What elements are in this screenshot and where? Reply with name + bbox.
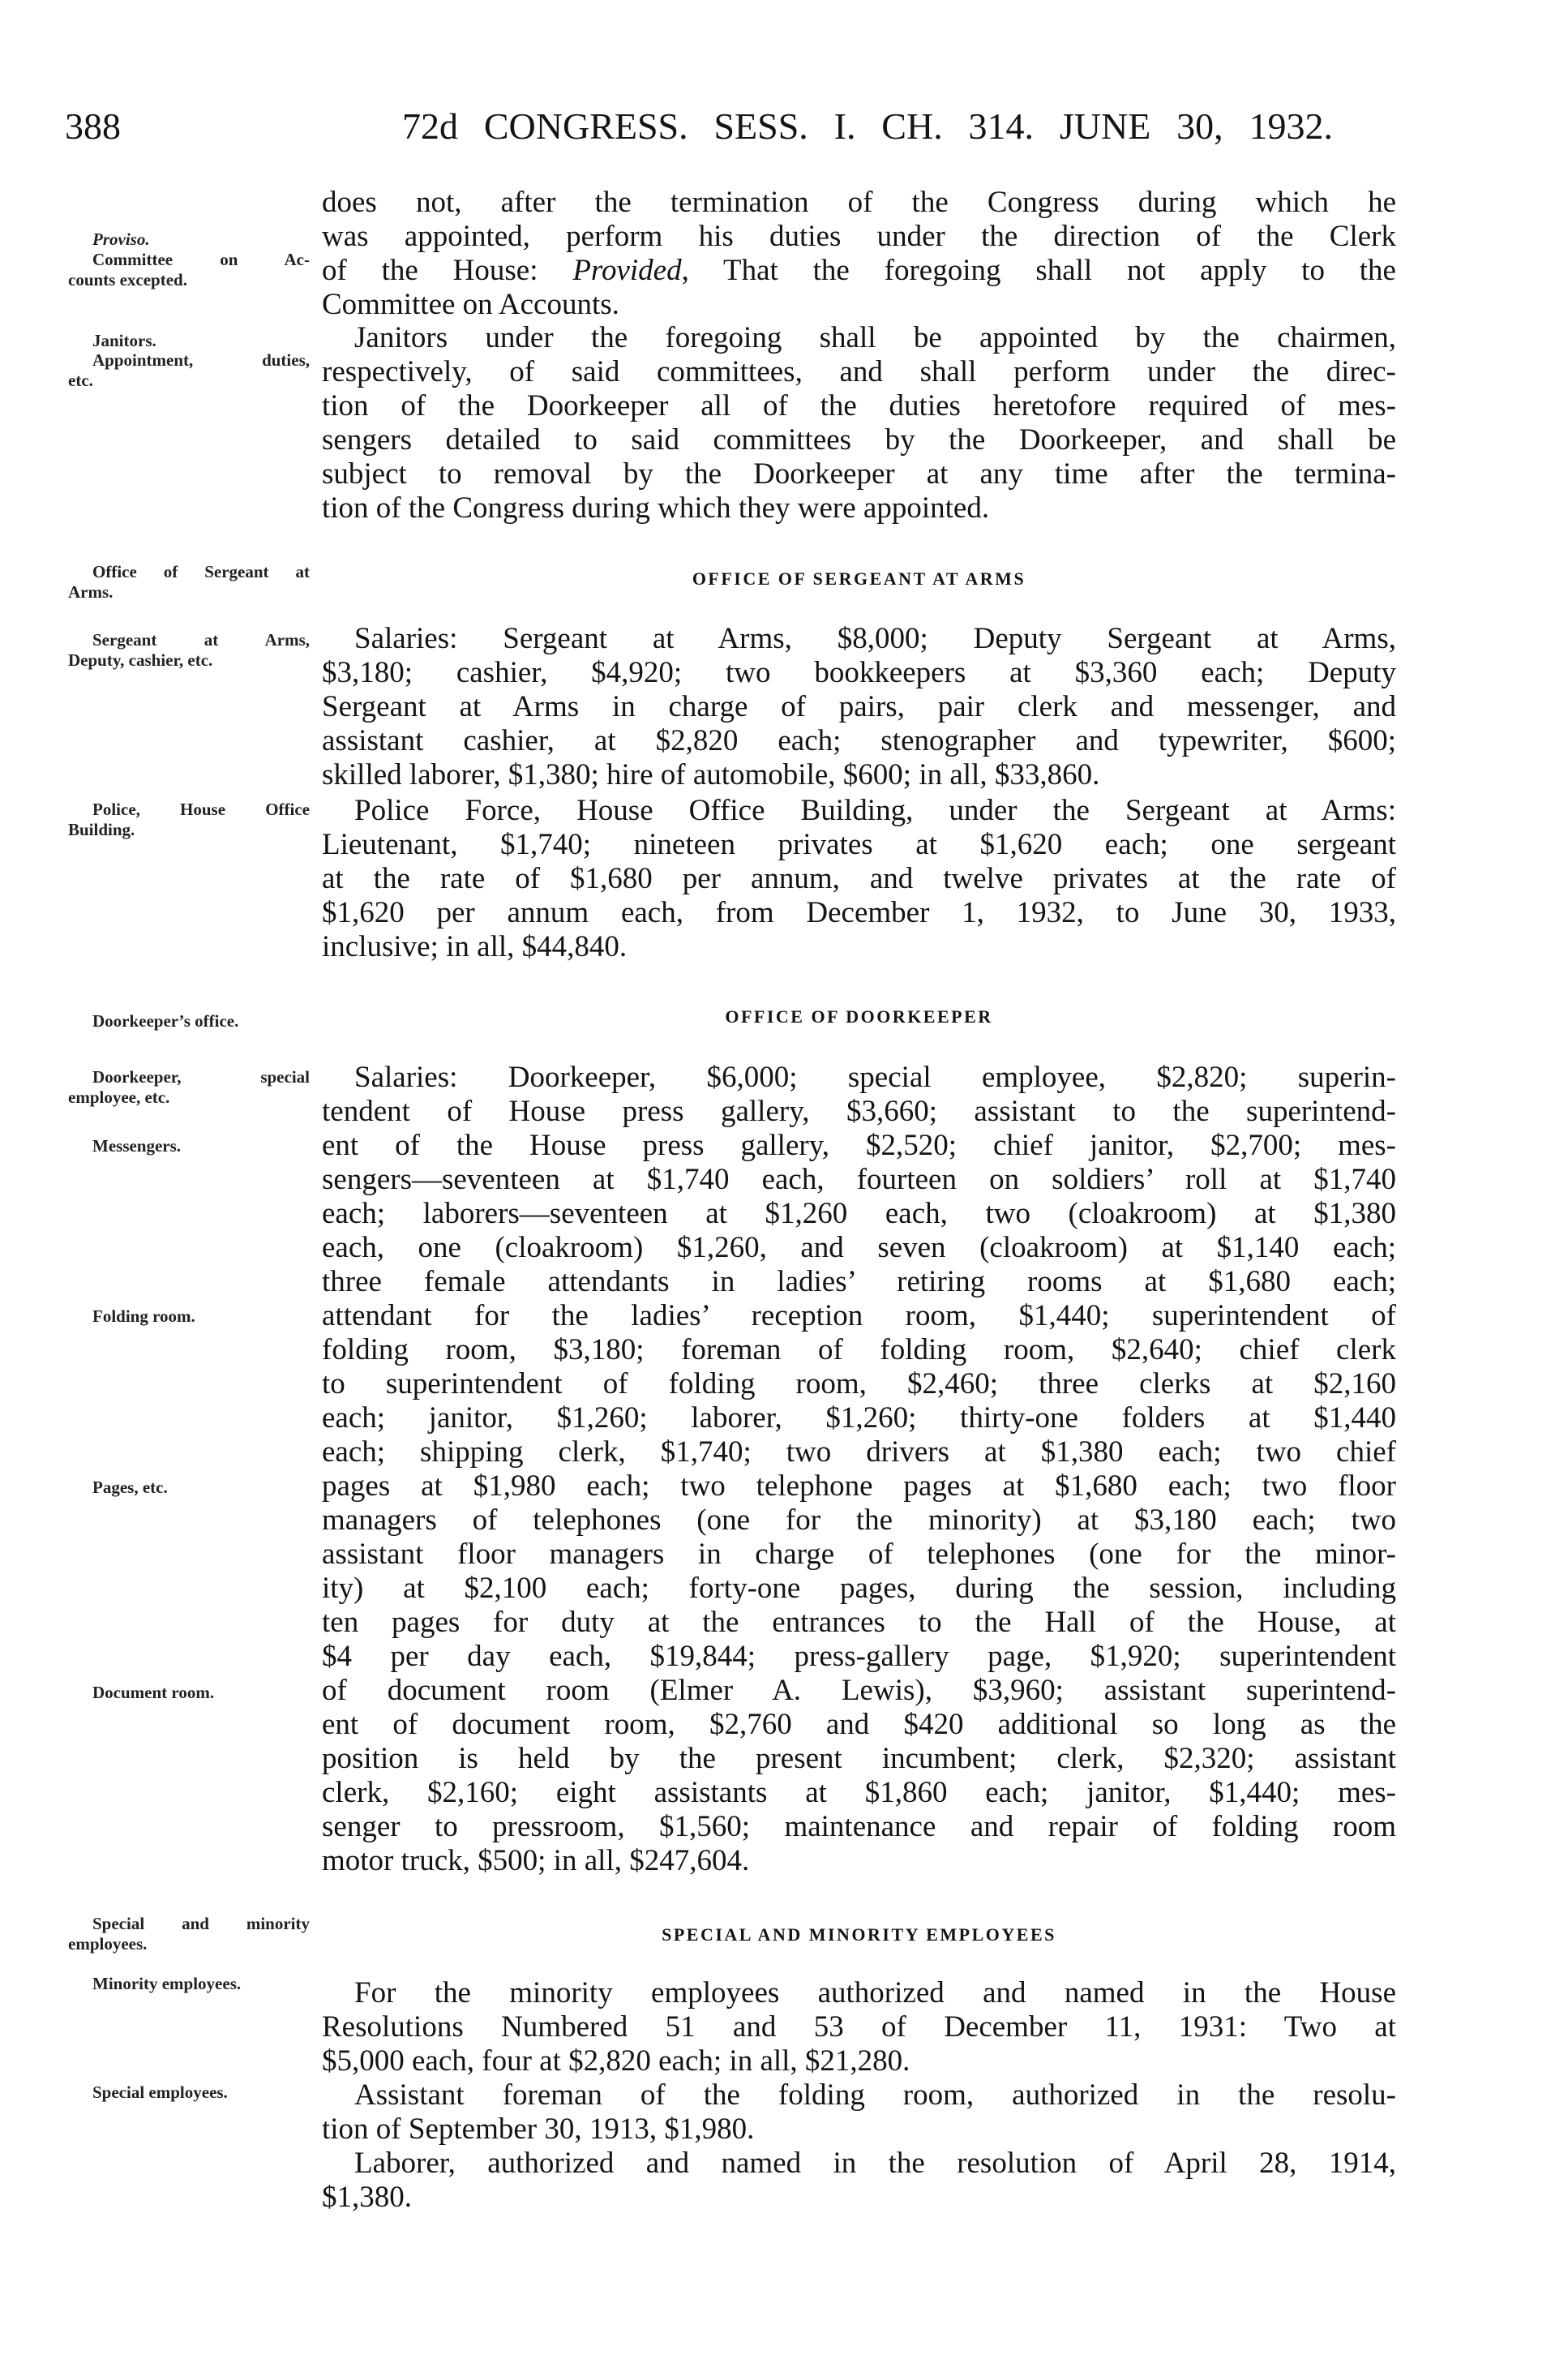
text-line: each; janitor, $1,260; laborer, $1,260; thirty-one folders at $1,440 — [322, 1401, 1396, 1435]
text-line: $3,180; cashier, $4,920; two bookkeepers at $3,360 each; Deputy — [322, 656, 1396, 689]
text-line: respectively, of said committees, and shall perform under the direc- — [322, 355, 1396, 388]
margin-note — [68, 1067, 310, 1108]
text-line: motor truck, $500; in all, $247,604. — [322, 1844, 750, 1877]
text-line: assistant cashier, at $2,820 each; stenographer and typewriter, $600; — [322, 724, 1396, 757]
text-line: three female attendants in ladies’ retiring rooms at $1,680 each; — [322, 1265, 1396, 1298]
text-line: tendent of House press gallery, $3,660; assistant to the superintend- — [322, 1095, 1396, 1128]
text-line: ity) at $2,100 each; forty-one pages, during the session, including — [322, 1572, 1396, 1605]
italic-text: Proviso. — [92, 229, 150, 249]
text-line: at the rate of $1,680 per annum, and twelve privates at the rate of — [322, 862, 1396, 895]
text-line: pages at $1,980 each; two telephone pages at $1,680 each; two floor — [322, 1469, 1396, 1503]
margin-note — [68, 229, 310, 250]
margin-note-line: Doorkeeper’s office. — [92, 1011, 239, 1031]
margin-note-line: Appointment, duties, — [92, 350, 310, 370]
margin-note — [68, 1914, 310, 1954]
margin-note-line: Doorkeeper, special — [92, 1067, 310, 1087]
margin-note-line: Deputy, cashier, etc. — [68, 650, 213, 670]
text-line: was appointed, perform his duties under the direction of the Clerk — [322, 220, 1396, 253]
margin-note-line: etc. — [68, 371, 93, 390]
text-line: $4 per day each, $19,844; press-gallery page, $1,920; superintendent — [322, 1640, 1396, 1673]
margin-note-line: Folding room. — [92, 1306, 195, 1326]
margin-note-line: Police, House Office — [92, 800, 310, 819]
text-line: tion of September 30, 1913, $1,980. — [322, 2112, 755, 2146]
margin-note-line: Sergeant at Arms, — [92, 630, 310, 650]
margin-note-line: Document room. — [92, 1683, 215, 1702]
text-line — [322, 254, 1396, 288]
margin-note-line: Janitors. — [92, 331, 156, 350]
margin-note — [68, 1136, 310, 1156]
text-line: inclusive; in all, $44,840. — [322, 930, 628, 963]
margin-note-line: Special and minority — [92, 1914, 310, 1933]
text-line: Janitors under the foregoing shall be appointed by the chairmen, — [354, 321, 1396, 354]
section-heading: SPECIAL AND MINORITY EMPLOYEES — [662, 1924, 1056, 1945]
text-line: Salaries: Doorkeeper, $6,000; special employee, $2,820; superin- — [354, 1061, 1396, 1094]
margin-note-line: employees. — [68, 1934, 148, 1954]
text-line: Assistant foreman of the folding room, authorized in the resolu- — [354, 2078, 1396, 2112]
text-line: For the minority employees authorized and named in the House — [354, 1976, 1396, 2010]
running-title: 72d CONGRESS. SESS. I. CH. 314. JUNE 30, 1932. — [402, 105, 1333, 147]
text-line: of document room (Elmer A. Lewis), $3,960; assistant superintend- — [322, 1674, 1396, 1707]
text-segment: of the House: — [322, 254, 573, 287]
text-line: tion of the Congress during which they were appointed. — [322, 491, 990, 525]
text-line: Police Force, House Office Building, under the Sergeant at Arms: — [354, 794, 1396, 827]
margin-note-line: Office of Sergeant at — [92, 562, 310, 581]
text-line: $1,620 per annum each, from December 1, 1932, to June 30, 1933, — [322, 896, 1396, 929]
text-line: attendant for the ladies’ reception room, $1,440; superintendent of — [322, 1299, 1396, 1332]
section-heading: OFFICE OF SERGEANT AT ARMS — [692, 568, 1026, 589]
margin-note — [68, 1683, 310, 1703]
text-line: clerk, $2,160; eight assistants at $1,860 each; janitor, $1,440; mes- — [322, 1776, 1396, 1809]
text-line: Salaries: Sergeant at Arms, $8,000; Deputy Sergeant at Arms, — [354, 622, 1396, 655]
text-line: each; shipping clerk, $1,740; two drivers at $1,380 each; two chief — [322, 1435, 1396, 1469]
text-segment: , That the foregoing shall not apply to the — [681, 254, 1396, 287]
text-line: senger to pressroom, $1,560; maintenance and repair of folding room — [322, 1810, 1396, 1843]
text-line: folding room, $3,180; foreman of folding room, $2,640; chief clerk — [322, 1333, 1396, 1366]
text-line: Resolutions Numbered 51 and 53 of December 11, 1931: Two at — [322, 2010, 1396, 2044]
margin-note — [68, 250, 310, 290]
margin-note — [68, 2082, 310, 2103]
margin-note-line: Arms. — [68, 582, 114, 602]
text-line: Laborer, authorized and named in the resolution of April 28, 1914, — [354, 2147, 1396, 2180]
margin-note-line: Building. — [68, 820, 135, 839]
text-line: each, one (cloakroom) $1,260, and seven (cloakroom) at $1,140 each; — [322, 1231, 1396, 1264]
margin-note-line: Pages, etc. — [92, 1478, 168, 1497]
text-line: sengers—seventeen at $1,740 each, fourteen on soldiers’ roll at $1,740 — [322, 1163, 1396, 1196]
text-line: subject to removal by the Doorkeeper at any time after the termina- — [322, 457, 1396, 491]
margin-note-line: Committee on Ac- — [92, 250, 310, 269]
margin-note-line: Messengers. — [92, 1136, 182, 1156]
margin-note-line: Special employees. — [92, 2082, 228, 2102]
text-line: position is held by the present incumbent; clerk, $2,320; assistant — [322, 1742, 1396, 1775]
text-line: ent of document room, $2,760 and $420 additional so long as the — [322, 1708, 1396, 1741]
text-line: each; laborers—seventeen at $1,260 each, two (cloakroom) at $1,380 — [322, 1197, 1396, 1230]
text-line: $1,380. — [322, 2181, 412, 2214]
text-line: assistant floor managers in charge of telephones (one for the minor- — [322, 1538, 1396, 1571]
text-line: Committee on Accounts. — [322, 288, 619, 321]
margin-note — [68, 1306, 310, 1327]
text-line: skilled laborer, $1,380; hire of automobile, $600; in all, $33,860. — [322, 758, 1100, 791]
margin-note — [68, 800, 310, 840]
section-heading: OFFICE OF DOORKEEPER — [725, 1006, 993, 1027]
margin-note-line: employee, etc. — [68, 1087, 170, 1107]
text-line: ten pages for duty at the entrances to the Hall of the House, at — [322, 1606, 1396, 1639]
margin-note-line: Minority employees. — [92, 1974, 242, 1993]
text-line: Lieutenant, $1,740; nineteen privates at $1,620 each; one sergeant — [322, 828, 1396, 861]
italic-text: Provided — [572, 254, 682, 287]
text-line: Sergeant at Arms in charge of pairs, pair clerk and messenger, and — [322, 690, 1396, 723]
text-line: managers of telephones (one for the minority) at $3,180 each; two — [322, 1503, 1396, 1537]
text-line: to superintendent of folding room, $2,460; three clerks at $2,160 — [322, 1367, 1396, 1400]
margin-note — [68, 1011, 310, 1032]
text-line: sengers detailed to said committees by the Doorkeeper, and shall be — [322, 423, 1396, 457]
margin-note-line: counts excepted. — [68, 270, 187, 290]
margin-note — [68, 350, 310, 391]
margin-note — [68, 1478, 310, 1498]
text-line: $5,000 each, four at $2,820 each; in all, $21,280. — [322, 2044, 910, 2078]
margin-note — [68, 331, 310, 351]
text-line: does not, after the termination of the Congress during which he — [322, 186, 1396, 219]
page-number: 388 — [65, 105, 121, 147]
text-line: ent of the House press gallery, $2,520; chief janitor, $2,700; mes- — [322, 1129, 1396, 1162]
text-line: tion of the Doorkeeper all of the duties heretofore required of mes- — [322, 389, 1396, 422]
margin-note — [68, 630, 310, 671]
margin-note — [68, 1974, 310, 1994]
margin-note-line — [68, 229, 310, 250]
margin-note — [68, 562, 310, 603]
